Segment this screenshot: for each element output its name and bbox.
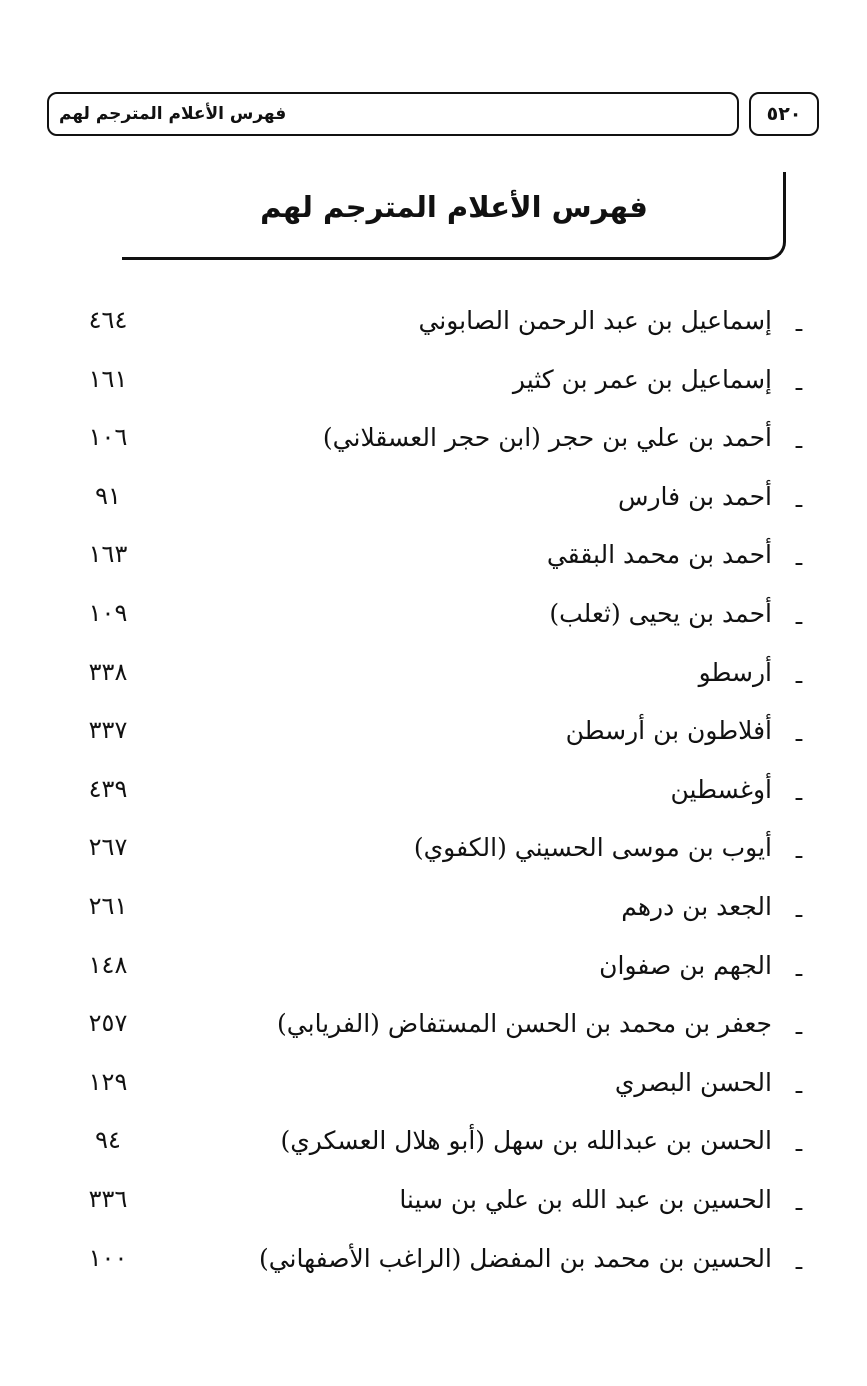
entry-page: ٣٣٨: [88, 657, 128, 686]
index-entry: [70, 827, 810, 886]
entry-dash: ـ: [795, 604, 803, 630]
entry-page: ١٠٦: [88, 423, 128, 452]
entry-dash: ـ: [795, 546, 803, 572]
index-entry: [70, 652, 810, 711]
entry-dash: ـ: [795, 1015, 803, 1041]
entry-name: الجهم بن صفوان: [599, 950, 772, 980]
index-entry: [70, 417, 810, 476]
entry-name: إسماعيل بن عمر بن كثير: [512, 364, 772, 394]
entry-page: ١٢٩: [88, 1067, 128, 1096]
index-entry: [70, 1062, 810, 1121]
entry-dash: ـ: [795, 429, 803, 455]
entry-dash: ـ: [795, 370, 803, 396]
index-entry: [70, 476, 810, 535]
page-title: فهرس الأعلام المترجم لهم: [260, 190, 648, 224]
entry-name: أفلاطون بن أرسطن: [565, 716, 772, 746]
entry-dash: ـ: [795, 839, 803, 865]
entry-name: أحمد بن محمد البققي: [546, 540, 772, 570]
entry-name: الحسن بن عبدالله بن سهل (أبو هلال العسكري): [280, 1126, 772, 1156]
entry-name: جعفر بن محمد بن الحسن المستفاض (الفريابي): [277, 1009, 772, 1039]
entry-page: ١٦١: [88, 364, 128, 393]
index-entry: [70, 769, 810, 828]
index-entry: [70, 534, 810, 593]
entry-page: ٢٥٧: [88, 1009, 128, 1038]
entry-name: الحسين بن محمد بن المفضل (الراغب الأصفهاني): [258, 1243, 772, 1273]
running-title-box: [47, 92, 739, 136]
index-entry: [70, 710, 810, 769]
index-list: [70, 300, 810, 1296]
index-entry: [70, 1120, 810, 1179]
running-header: [47, 92, 819, 140]
entry-name: إسماعيل بن عبد الرحمن الصابوني: [418, 306, 772, 335]
entry-dash: ـ: [795, 956, 803, 982]
entry-dash: ـ: [795, 487, 803, 513]
entry-dash: ـ: [795, 1132, 803, 1158]
entry-name: أحمد بن فارس: [617, 481, 772, 511]
entry-page: ١٠٩: [88, 598, 128, 627]
entry-dash: ـ: [795, 1190, 803, 1216]
entry-dash: ـ: [795, 897, 803, 923]
entry-dash: ـ: [795, 312, 803, 337]
entry-name: الجعد بن درهم: [621, 891, 772, 921]
entry-name: أوغسطين: [670, 774, 772, 804]
index-entry: [70, 945, 810, 1004]
entry-page: ٣٣٧: [88, 716, 128, 745]
index-entry: [70, 1238, 810, 1297]
entry-name: أيوب بن موسى الحسيني (الكفوي): [413, 833, 772, 863]
entry-dash: ـ: [795, 663, 803, 689]
entry-name: أحمد بن علي بن حجر (ابن حجر العسقلاني): [322, 423, 772, 453]
page-number: ٥٢٠: [749, 92, 819, 136]
entry-dash: ـ: [795, 780, 803, 806]
index-entry: [70, 593, 810, 652]
entry-page: ٤٦٤: [88, 306, 128, 334]
entry-page: ١٠٠: [88, 1243, 128, 1272]
entry-page: ٩٤: [95, 1126, 121, 1155]
entry-page: ١٤٨: [88, 950, 128, 979]
index-entry: [70, 886, 810, 945]
index-entry: [70, 359, 810, 418]
entry-dash: ـ: [795, 1073, 803, 1099]
entry-name: أحمد بن يحيى (ثعلب): [549, 598, 772, 628]
entry-page: ٩١: [95, 481, 121, 510]
entry-page: ٣٣٦: [88, 1184, 128, 1213]
entry-name: الحسن البصري: [614, 1067, 772, 1097]
entry-name: الحسين بن عبد الله بن علي بن سينا: [399, 1184, 772, 1214]
entry-page: ١٦٣: [88, 540, 128, 569]
entry-page: ٢٦١: [88, 891, 128, 920]
entry-page: ٤٣٩: [88, 774, 128, 803]
entry-page: ٢٦٧: [88, 833, 128, 862]
index-entry: [70, 1179, 810, 1238]
entry-dash: ـ: [795, 1249, 803, 1275]
index-entry: [70, 300, 810, 359]
entry-name: أرسطو: [698, 657, 772, 687]
entry-dash: ـ: [795, 722, 803, 748]
index-entry: [70, 1003, 810, 1062]
running-title: فهرس الأعلام المترجم لهم: [59, 104, 287, 124]
